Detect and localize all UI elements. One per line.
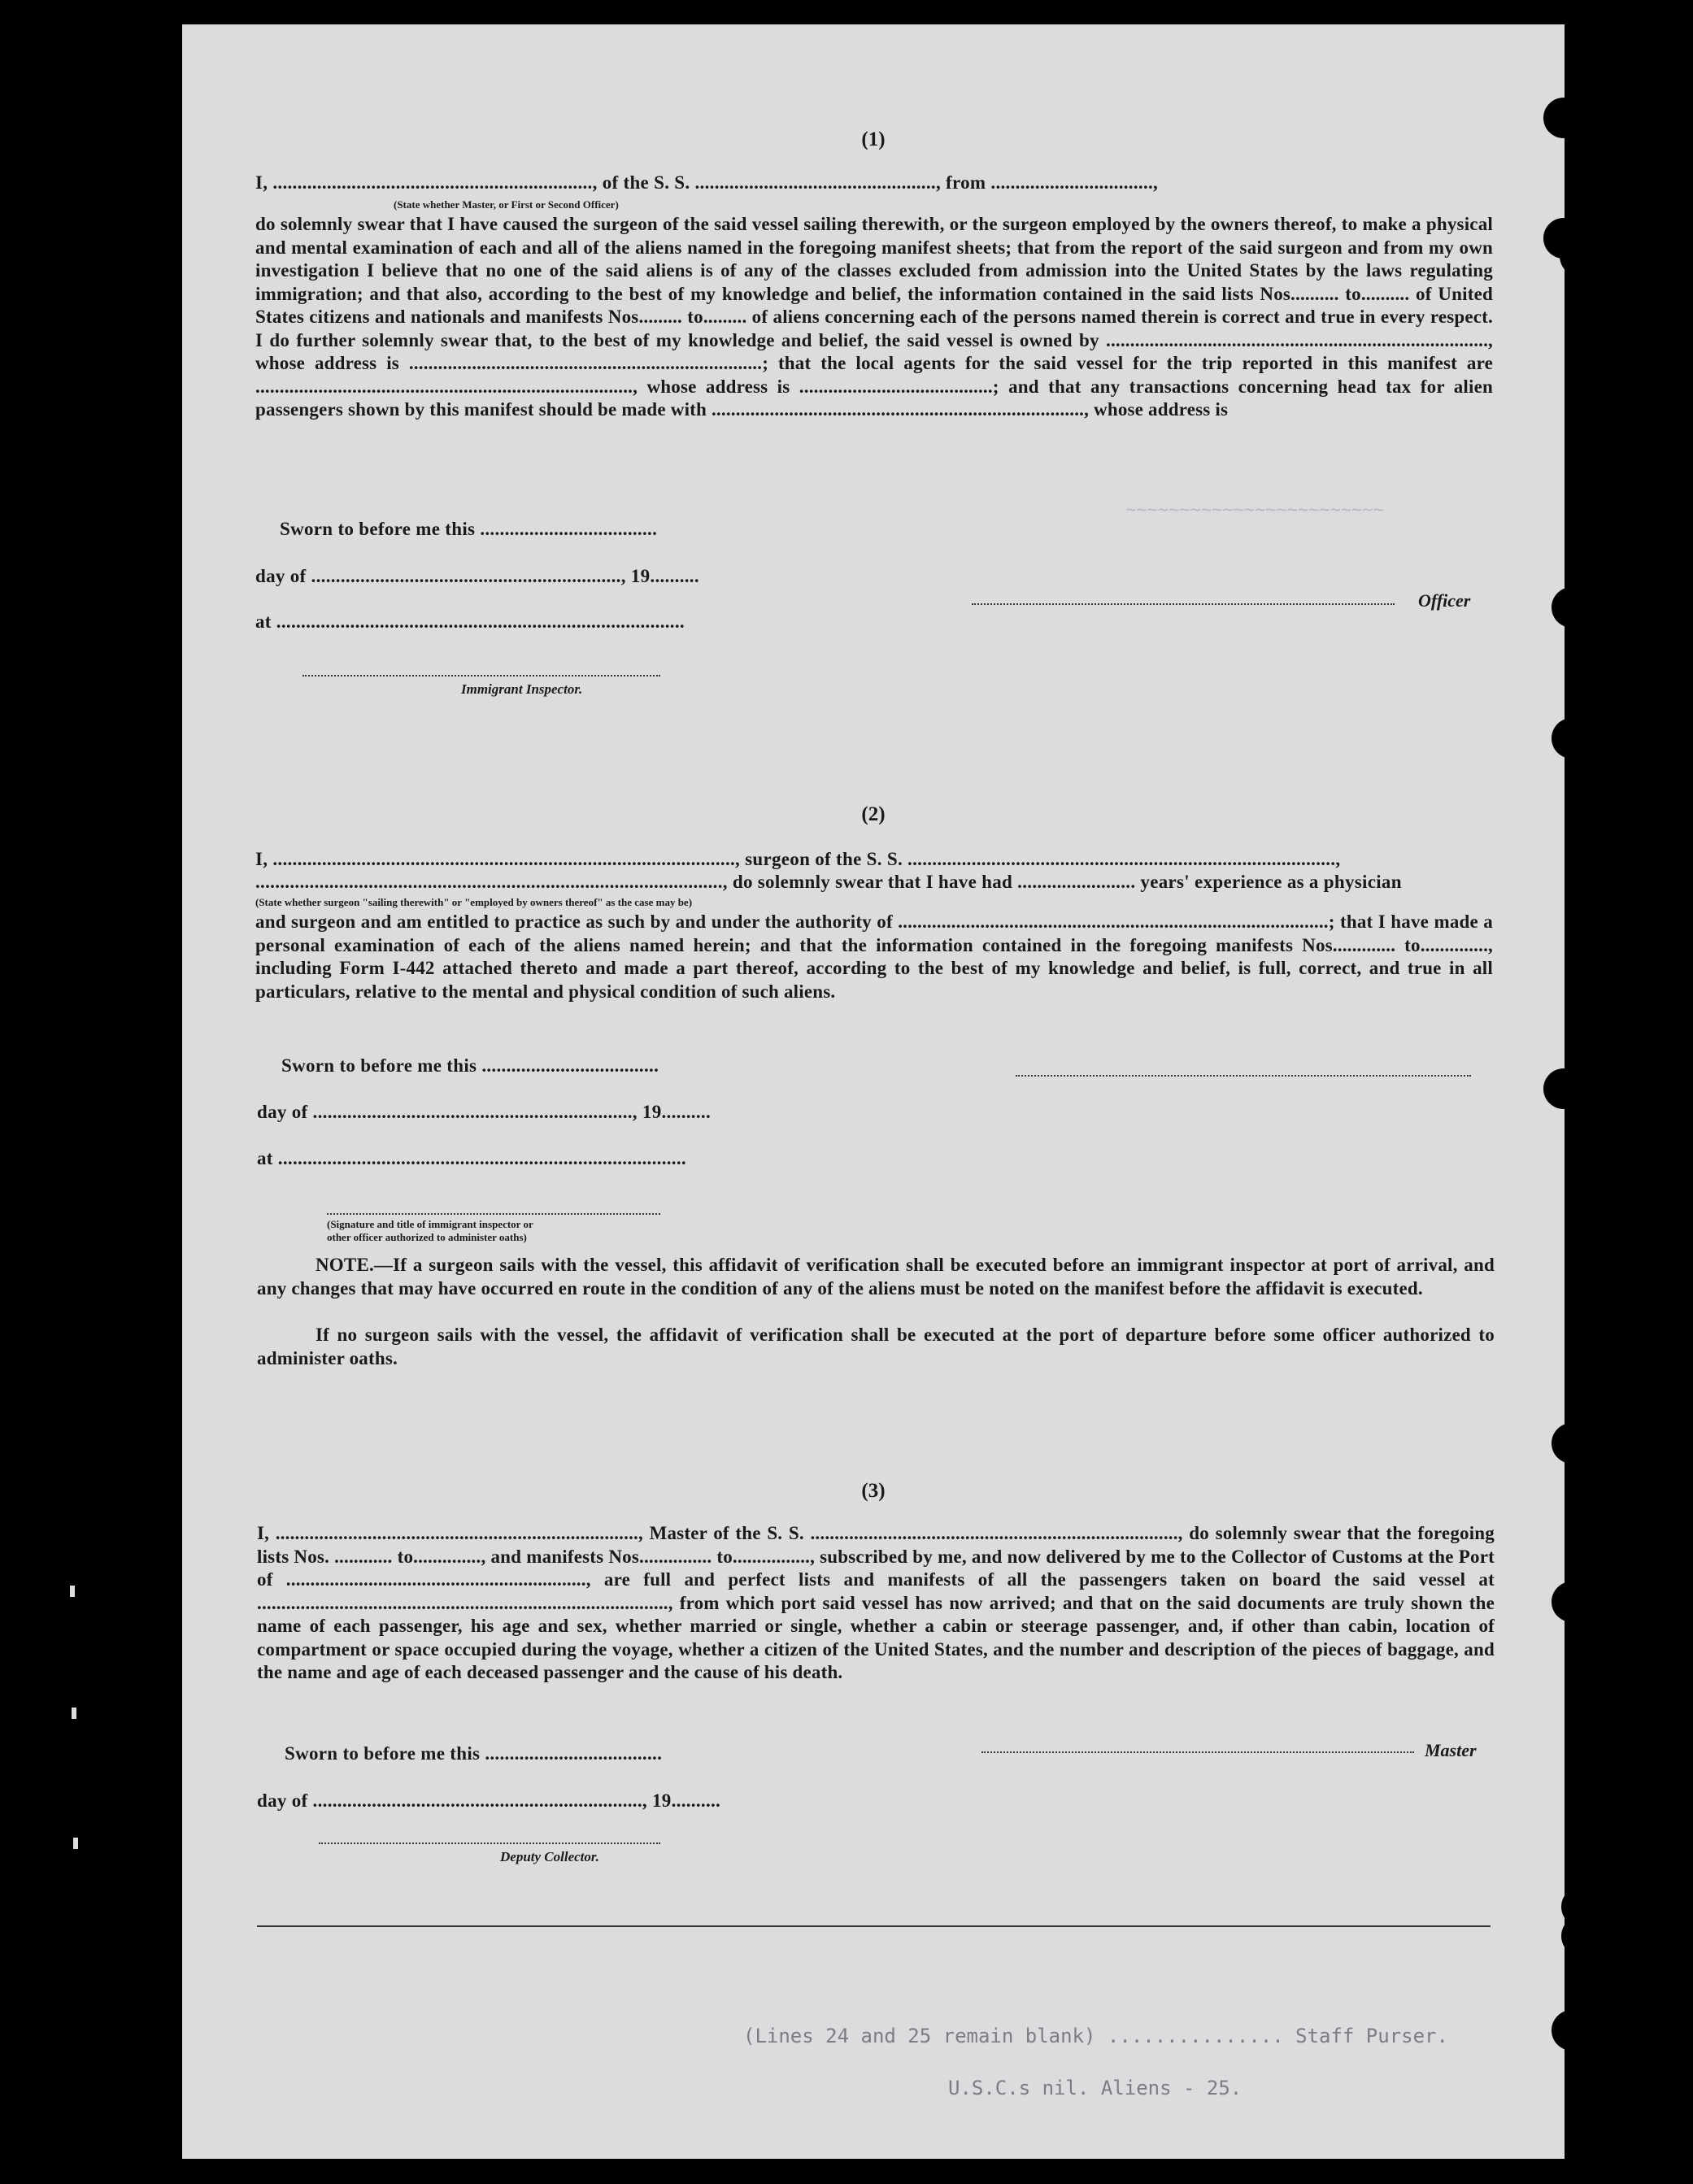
section-3-master-signature-line	[981, 1751, 1414, 1753]
section-2-day: day of ................................................................., 19..........	[257, 1102, 711, 1122]
section-1-at: at ...................................................................................	[255, 611, 685, 632]
section-3-number: (3)	[861, 1480, 886, 1502]
binder-hole	[1543, 1068, 1584, 1109]
edge-mark	[72, 1708, 76, 1719]
binder-hole	[1560, 236, 1600, 276]
section-2-signature-caption-2: other officer authorized to administer oaths)	[327, 1231, 527, 1243]
section-2-number: (2)	[861, 803, 886, 825]
section-3-day: day of ..................................................................., 19..........	[257, 1790, 721, 1811]
section-2-inspector-signature-line	[327, 1213, 660, 1215]
section-3-collector-label: Deputy Collector.	[500, 1849, 599, 1864]
section-1-inspector-signature-line	[302, 675, 660, 677]
manifest-page	[182, 24, 1565, 2159]
section-2-caption: (State whether surgeon "sailing therewith" or "employed by owners thereof" as the case may be)	[255, 896, 693, 908]
section-3-sworn: Sworn to before me this ....................................	[285, 1743, 663, 1764]
edge-mark	[70, 1586, 75, 1597]
section-1-sworn: Sworn to before me this ....................................	[280, 519, 658, 539]
note-paragraph-1: NOTE.—If a surgeon sails with the vessel, this affidavit of verification shall be executed before an immigrant inspector at port of arrival, and any changes that may have occurred en route in the condition of any of the aliens must be noted on the manifest before the affidavit is executed.	[257, 1255, 1495, 1299]
section-2-body: and surgeon and am entitled to practice as such by and under the authority of .........................................................................................; that I have made a personal examination of each of the aliens named herein; and that the information contained in the foregoing manifests Nos............. to.............., including Form I-442 attached thereto and made a part thereof, according to the best of my knowledge and belief, is full, correct, and true in all particulars, relative to the mental and physical condition of such aliens.	[255, 911, 1493, 1002]
section-1-caption: (State whether Master, or First or Second Officer)	[394, 198, 619, 211]
binder-hole	[1561, 1916, 1602, 1956]
edge-mark	[73, 1838, 78, 1849]
binder-hole	[1552, 2010, 1592, 2051]
section-2-sworn: Sworn to before me this ....................................	[281, 1055, 659, 1076]
section-1-oath-line: I, ................................................................., of the S. S. ................................................., from .................................,	[255, 172, 1159, 193]
footer-typed-line-2: U.S.C.s nil. Aliens - 25.	[948, 2077, 1243, 2099]
section-3-collector-signature-line	[319, 1842, 660, 1844]
binder-hole	[1552, 718, 1592, 759]
section-1-inspector-label: Immigrant Inspector.	[461, 681, 583, 697]
binder-hole	[1552, 1581, 1592, 1622]
section-1-body: do solemnly swear that I have caused the surgeon of the said vessel sailing therewith, or the surgeon employed by the owners thereof, to make a physical and mental examination of each and all of the aliens named in the foregoing manifest sheets; that from the report of the said surgeon and from my own investigation I believe that no one of the said aliens is of any of the classes excluded from admission into the United States by the laws regulating immigration; and that also, according to the best of my knowledge and belief, the information contained in the said lists Nos.......... to.......... of United States citizens and nationals and manifests Nos......... to......... of aliens concerning each of the persons named therein is correct and true in every respect. I do further solemnly swear that, to the best of my knowledge and belief, the said vessel is owned by ..............................................................................., whose address is .........................................................................; that the local agents for the said vessel for the trip reported in this manifest are .............................................................................., whose address is ........................................; and that any transactions concerning head tax for alien passengers shown by this manifest should be made with ............................................................................., whose address is	[255, 214, 1493, 420]
section-2-at: at ...................................................................................	[257, 1148, 686, 1168]
section-2-signature-caption-1: (Signature and title of immigrant inspector or	[327, 1218, 533, 1230]
section-1-day: day of ..............................................................., 19..........	[255, 566, 699, 586]
section-2-right-signature-line	[1016, 1075, 1471, 1077]
binder-hole	[1552, 587, 1592, 628]
section-1-officer-label: Officer	[1418, 590, 1471, 611]
section-3-body: I, ..........................................................................., Master of the S. S. ............................................................................, do solemnly swear that the foregoing lists Nos. ............ to.............., and manifests Nos............... to................, subscribed by me, and now delivered by me to the Collector of Customs at the Port of .............................................................., are full and perfect lists and manifests of all the passengers taken on board the said vessel at ....................................................................................., from which port said vessel has now arrived; and that on the said documents are truly shown the name of each passenger, his age and sex, whether married or single, whether a cabin or steerage passenger, and, if other than cabin, location of compartment or space occupied during the voyage, whether a citizen of the United States, and the number and description of the pieces of baggage, and the name and age of each deceased passenger and the cause of his death.	[257, 1523, 1495, 1682]
binder-hole	[1543, 98, 1584, 138]
bleed-through-text: ~~~~~~~~~~~~~~~~~~~~~~~~	[1125, 500, 1384, 520]
section-1-officer-signature-line	[972, 603, 1395, 605]
section-3-master-label: Master	[1425, 1740, 1477, 1760]
footer-typed-line-1: (Lines 24 and 25 remain blank) ............... Staff Purser.	[743, 2025, 1448, 2047]
section-2-line-1: I, .............................................................................................., surgeon of the S. S. .......................................................................................,	[255, 849, 1341, 869]
section-2-line-2: ..............................................................................................., do solemnly swear that I have had ........................ years' experience as a physician	[255, 872, 1402, 892]
section-1-number: (1)	[861, 128, 886, 150]
bottom-rule	[257, 1925, 1491, 1927]
binder-hole	[1552, 1423, 1592, 1464]
note-paragraph-2: If no surgeon sails with the vessel, the affidavit of verification shall be executed at the port of departure before some officer authorized to administer oaths.	[257, 1325, 1495, 1368]
